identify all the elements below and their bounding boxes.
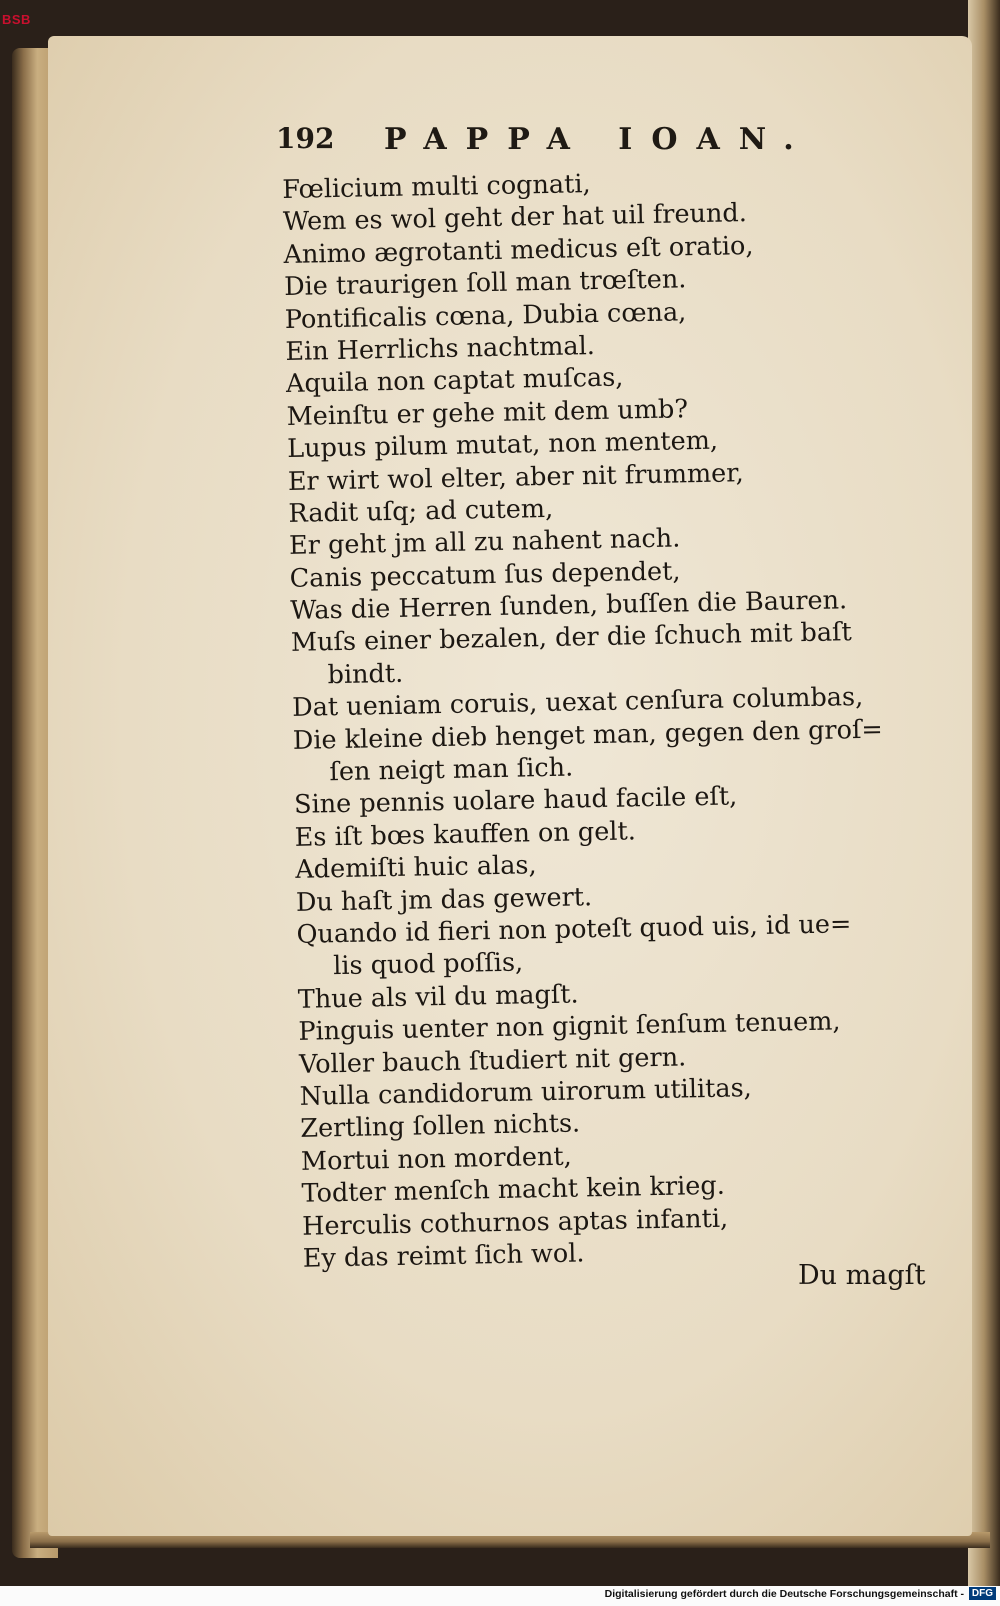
text-line: Animo ægrotanti medicus eſt oratio,	[283, 230, 754, 270]
text-line: Todter menſch macht kein krieg.	[301, 1170, 726, 1209]
text-line: lis quod poſſis,	[332, 947, 524, 982]
text-line: ſen neigt man ſich.	[329, 752, 574, 788]
text-line: Quando id fieri non poteſt quod uis, id ue=	[296, 909, 852, 950]
running-title: PAPPA IOAN.	[384, 122, 813, 157]
library-logo: BSB	[2, 12, 31, 27]
text-line: Nulla candidorum uirorum utilitas,	[299, 1073, 753, 1112]
text-line: Ademiſti huic alas,	[295, 850, 537, 886]
text-line: Sine pennis uolare haud facile eſt,	[293, 781, 738, 821]
text-line: Meinſtu er gehe mit dem umb?	[286, 393, 689, 432]
text-line: bindt.	[327, 658, 404, 691]
text-line: Wem es wol geht der hat uil freund.	[282, 198, 748, 238]
text-line: Fœlicium multi cognati,	[282, 169, 591, 205]
text-line: Herculis cothurnos aptas infanti,	[301, 1203, 729, 1242]
text-line: Ein Herrlichs nachtmal.	[285, 330, 596, 367]
text-line: Er wirt wol elter, aber nit frummer,	[287, 457, 745, 497]
catchword: Du magſt	[798, 1260, 926, 1291]
text-line: Was die Herren ſunden, buſſen die Bauren.	[290, 585, 848, 626]
text-line: Canis peccatum ſus dependet,	[289, 556, 681, 594]
text-line: Die traurigen ſoll man trœſten.	[283, 264, 687, 303]
text-line: Du haſt jm das gewert.	[295, 881, 593, 918]
text-line: Pinguis uenter non gignit ſenſum tenuem,	[298, 1006, 841, 1047]
book-edge-right	[968, 0, 1000, 1586]
page-number: 192	[276, 122, 335, 155]
text-line: Zertling ſollen nichts.	[300, 1108, 581, 1145]
text-line: Thue als vil du magſt.	[297, 979, 579, 1015]
text-line: Er geht jm all zu nahent nach.	[288, 523, 681, 562]
text-line: Dat ueniam coruis, uexat cenſura columbas,	[291, 682, 864, 724]
text-line: Lupus pilum mutat, non mentem,	[286, 425, 719, 465]
page-header	[276, 122, 856, 162]
text-line: Radit uſq; ad cutem,	[288, 493, 554, 529]
text-line: Muſs einer bezalen, der die ſchuch mit baſt	[290, 617, 853, 659]
funder-logo: DFG	[969, 1587, 996, 1600]
text-line: Pontificalis cœna, Dubia cœna,	[284, 296, 687, 335]
text-line: Es iſt bœs kauffen on gelt.	[294, 816, 637, 853]
text-line: Ey das reimt ſich wol.	[302, 1238, 585, 1274]
text-line: Voller bauch ſtudiert nit gern.	[298, 1041, 687, 1080]
digitization-credit: Digitalisierung gefördert durch die Deutsche Forschungsgemeinschaft -	[604, 1588, 964, 1600]
text-block	[282, 161, 963, 1275]
text-line: Mortui non mordent,	[300, 1141, 573, 1177]
text-line: Die kleine dieb henget man, gegen den groſ=	[292, 714, 884, 756]
text-line: Aquila non captat muſcas,	[285, 362, 624, 400]
